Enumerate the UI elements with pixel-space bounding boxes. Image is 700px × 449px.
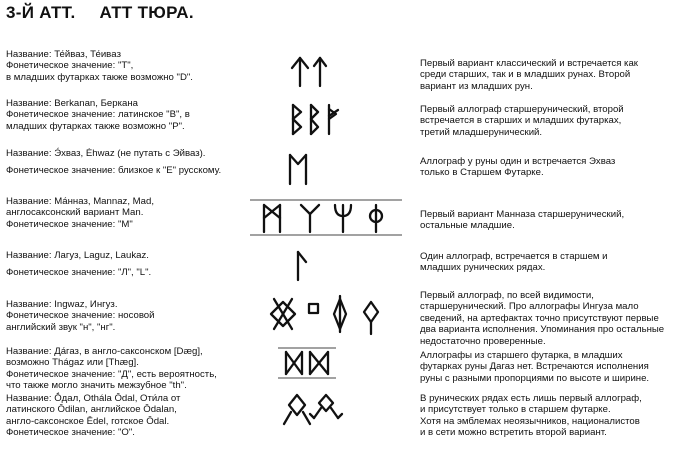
ingwaz-description xyxy=(6,299,250,333)
ehwaz-name-line: Название: Э́хваз, Ėhwaz (не путать с Эйваз). xyxy=(6,148,206,159)
ehwaz-note: Аллограф у руны один и встречается Эхваз только в Старшем Футарке. xyxy=(420,156,616,179)
ingwaz-square-rune-icon xyxy=(309,304,318,313)
dagaz-phonetic-line: Фонетическое значение: "Д", есть вероятность, xyxy=(6,368,217,380)
othala-note: В рунических рядах есть лишь первый аллограф, и присутствует только в старшем футарке. Хотя на эмблемах неоязычников, националистов и в сети можно встретить второй вариант. xyxy=(420,393,642,439)
madr-alt-rune-icon xyxy=(335,205,351,232)
laguz-rune-icon xyxy=(298,252,306,280)
tiwaz-description xyxy=(6,49,250,83)
ehwaz-rune-icon xyxy=(290,155,306,184)
berkano-younger-rune-icon xyxy=(329,105,338,134)
dagaz-name-variant: возможно Thágaz или [Thæg]. xyxy=(6,357,139,369)
ingwaz-note: Первый аллограф, по всей видимости, старшерунический. Про аллографы Ингуза мало сведений, на артефактах точно присутствуют первые два варианта исполнения. Упоминания про остальные недостаточно проверенные. xyxy=(420,290,665,347)
berkano-phonetic-extra: младших футарках также возможно "P". xyxy=(6,120,185,132)
laguz-phonetic-line: Фонетическое значение: "Л", "L". xyxy=(6,267,152,279)
laguz-name-line: Название: Лагуз, Laguz, Laukaz. xyxy=(6,250,149,261)
ingwaz-phonetic-line: Фонетическое значение: носовой xyxy=(6,310,155,322)
tiwaz-note: Первый вариант классический и встречается как среди старших, так и в младших рунах. Второй вариант из младших рун. xyxy=(420,58,638,92)
othala-name-variant2: англо-саксонское Ēdel, готское Ōdal. xyxy=(6,415,170,427)
mannaz-name-line: Название: Ма́нназ, Mannaz, Mad, xyxy=(6,196,154,207)
mannaz-phonetic-line: Фонетическое значение: "M" xyxy=(6,218,133,230)
ingwaz-rune-icon xyxy=(271,299,295,329)
berkano-note: Первый аллограф старшерунический, второй встречается в старших и младших футарках, третий младшерунический. xyxy=(420,104,624,138)
berkano-description xyxy=(6,98,250,132)
othala-name-line: Название: Ṓдал, Othála Ōdal, Оти́ла от xyxy=(6,393,181,404)
dagaz-wide-rune-icon xyxy=(310,352,328,374)
dagaz-name-line: Название: Да́газ, в англо-саксонском [Dæg], xyxy=(6,346,203,357)
dagaz-phonetic-extra: что также могло значить межзубное "th". xyxy=(6,380,187,392)
berkano-rune-icon xyxy=(293,105,301,134)
mannaz-rune-icon xyxy=(264,205,280,232)
tiwaz-phonetic-line: Фонетическое значение: "T", xyxy=(6,60,134,72)
tiwaz-name-line: Название: Те́йваз, Те́ивaз xyxy=(6,49,122,60)
heading-aett-name: АТТ ТЮРА. xyxy=(99,3,194,22)
ingwaz-name-line: Название: Ingwaz, Ингуз. xyxy=(6,299,118,310)
othala-winged-rune-icon xyxy=(310,395,342,418)
heading-aett-number: 3-Й АТТ. xyxy=(6,3,76,22)
ehwaz-description xyxy=(6,148,250,177)
ehwaz-phonetic-line: Фонетическое значение: близкое к "Е" русскому. xyxy=(6,165,222,177)
rune-glyph-column xyxy=(250,44,420,449)
mannaz-description xyxy=(6,196,250,230)
ingwaz-stem-rune-icon xyxy=(364,302,378,334)
laguz-note: Один аллограф, встречается в старшем и младших рунических рядах. xyxy=(420,251,608,274)
tiwaz-phonetic-extra: в младших футарках также возможно "D". xyxy=(6,71,193,83)
laguz-description xyxy=(6,250,250,279)
madr-round-rune-icon xyxy=(370,205,382,232)
othala-name-variant: латинского Ōdilan, английское Ōdalan, xyxy=(6,404,177,416)
othala-rune-icon xyxy=(284,395,310,424)
mannaz-variant-line: англосаксонский вариант Man. xyxy=(6,207,144,219)
rune-glyphs-canvas xyxy=(250,44,420,449)
othala-phonetic-line: Фонетическое значение: "О". xyxy=(6,427,135,439)
dagaz-note: Аллографы из старшего футарка, в младших футарках руны Дагаз нет. Встречаются исполнения руны с разными пропорциями по высоте и ширине. xyxy=(420,350,650,384)
ingwaz-tall-rune-icon xyxy=(334,296,346,332)
madr-rune-icon xyxy=(301,205,319,232)
tiwaz-rune-icon xyxy=(292,58,308,86)
berkano-phonetic-line: Фонетическое значение: латинское "B", в xyxy=(6,109,190,121)
mannaz-note: Первый вариант Манназа старшерунический, остальные младшие. xyxy=(420,209,625,232)
tiwaz-younger-rune-icon xyxy=(314,58,326,86)
dagaz-rune-icon xyxy=(286,352,302,374)
berkano-alt-rune-icon xyxy=(311,105,318,134)
ingwaz-phonetic-extra: английский звук "н", "нг". xyxy=(6,321,116,333)
berkano-name-line: Название: Berkanan, Беркана xyxy=(6,98,138,109)
othala-description xyxy=(6,393,250,439)
dagaz-description xyxy=(6,346,250,392)
page-heading xyxy=(6,3,194,23)
